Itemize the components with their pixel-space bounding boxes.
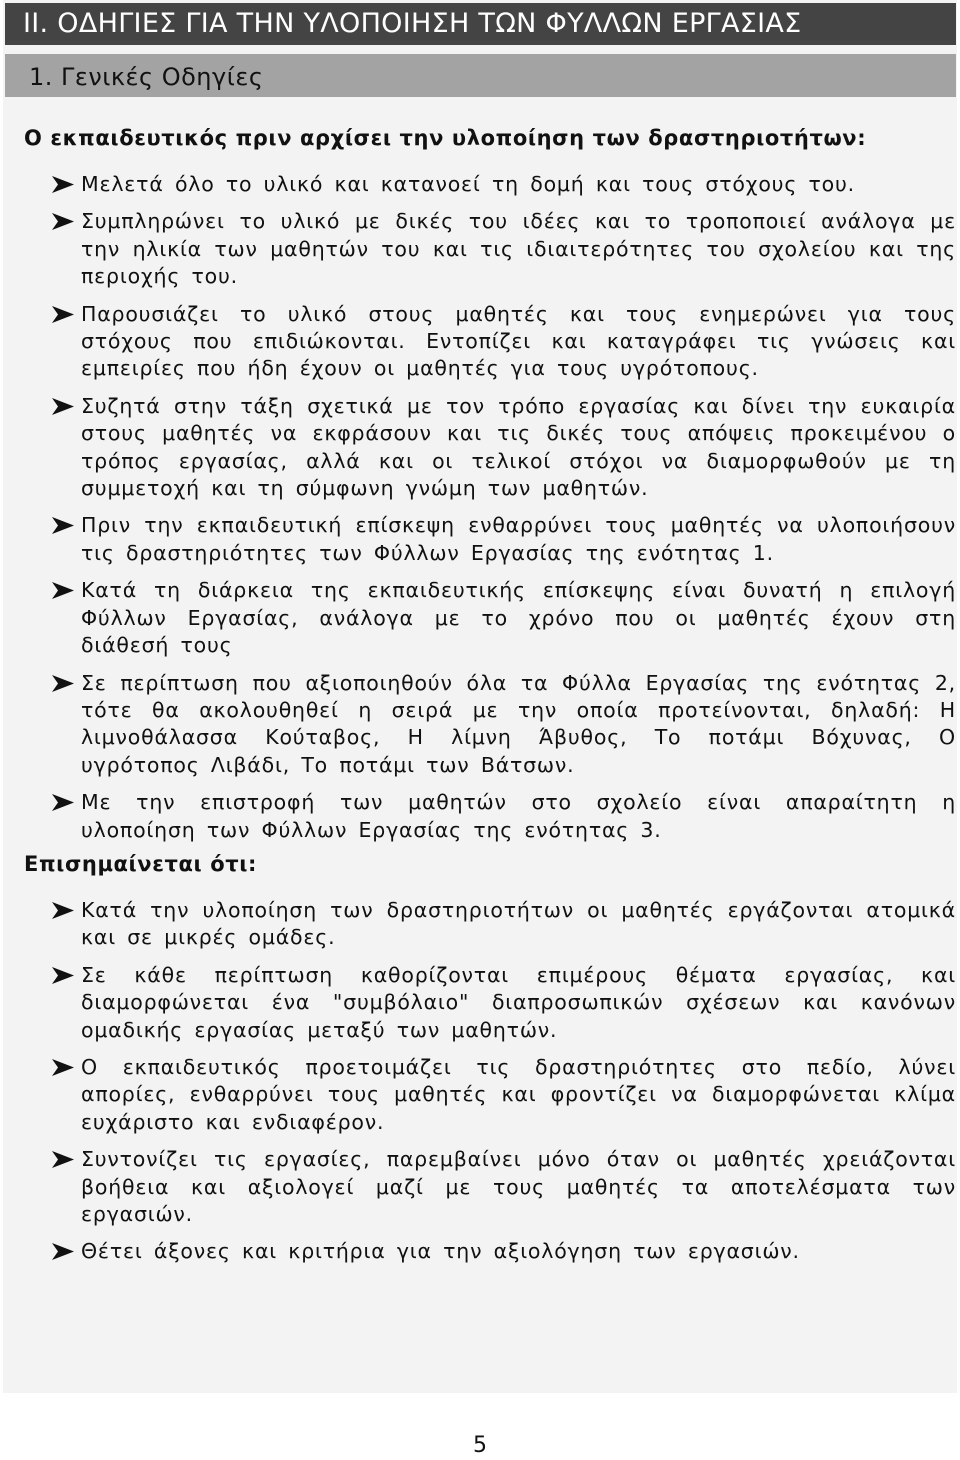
list-item [52,577,956,659]
list-item [52,208,956,290]
list-item-text: Συζητά στην τάξη σχετικά με τον τρόπο εργασίας και δίνει την ευκαιρία στους μαθητές να εκφράσουν και τις δικές τους απόψεις προκειμένου ο τρόπος εργασίας, αλλά και οι τελικοί στόχοι να διαμορφωθούν με τη συμμετοχή και τη σύμφωνη γνώμη των μαθητών. [81,393,956,501]
list-item-text: Σε κάθε περίπτωση καθορίζονται επιμέρους θέματα εργασίας, και διαμορφώνεται ένα "συμβόλαιο" διαπροσωπικών σχέσεων και κανόνων ομαδικής εργασίας μεταξύ των μαθητών. [81,962,956,1042]
arrowhead-icon [52,902,74,919]
block1-list [52,171,956,844]
section-heading: 1. Γενικές Οδηγίες [5,54,956,97]
list-item-text: Θέτει άξονες και κριτήρια για την αξιολόγηση των εργασιών. [81,1239,800,1264]
list-item [52,962,956,1044]
block1-heading: Ο εκπαιδευτικός πριν αρχίσει την υλοποίηση των δραστηριοτήτων: [24,126,867,150]
list-item-text: Ο εκπαιδευτικός προετοιμάζει τις δραστηριότητες στο πεδίο, λύνει απορίες, ενθαρρύνει τους μαθητές και φροντίζει να διαμορφώνεται κλίμα ευχάριστο και ενδιαφέρον. [81,1055,956,1134]
arrowhead-icon [52,517,74,534]
list-item-text: Συντονίζει τις εργασίες, παρεμβαίνει μόνο όταν οι μαθητές χρειάζονται βοήθεια και αξιολογεί μαζί με τους μαθητές τα αποτελέσματα των εργασιών. [81,1147,956,1227]
list-item [52,897,956,952]
list-item [52,670,956,780]
list-item [52,1238,956,1265]
list-item [52,301,956,383]
document-title: II. ΟΔΗΓΙΕΣ ΓΙΑ ΤΗΝ ΥΛΟΠΟΙΗΣΗ ΤΩΝ ΦΥΛΛΩΝ ΕΡΓΑΣΙΑΣ [5,3,956,45]
list-item-text: Πριν την εκπαιδευτική επίσκεψη ενθαρρύνει τους μαθητές να υλοποιήσουν τις δραστηριότητες των Φύλλων Εργασίας της ενότητας 1. [81,513,956,565]
list-item-text: Συμπληρώνει το υλικό με δικές του ιδέες και το τροποποιεί ανάλογα με την ηλικία των μαθητών του και τις ιδιαιτερότητες του σχολείου και της περιοχής του. [81,209,956,289]
arrowhead-icon [52,176,74,193]
arrowhead-icon [52,794,74,811]
list-item-text: Μελετά όλο το υλικό και κατανοεί τη δομή και τους στόχους του. [81,172,855,196]
list-item-text: Κατά την υλοποίηση των δραστηριοτήτων οι μαθητές εργάζονται ατομικά και σε μικρές ομάδες. [81,898,956,950]
block2-list [52,897,956,1266]
list-item-text: Παρουσιάζει το υλικό στους μαθητές και τους ενημερώνει για τους στόχους που επιδιώκονται. Εντοπίζει και καταγράφει τις γνώσεις και εμπειρίες που ήδη έχουν οι μαθητές για τους υγρότοπους. [81,301,956,381]
arrowhead-icon [52,675,74,692]
arrowhead-icon [52,306,74,323]
page-number: 5 [473,1433,487,1458]
arrowhead-icon [52,213,74,230]
list-item [52,393,956,503]
list-item-text: Κατά τη διάρκεια της εκπαιδευτικής επίσκεψης είναι δυνατή η επιλογή Φύλλων Εργασίας, ανάλογα με το χρόνο που οι μαθητές έχουν στη διάθεσή τους [81,578,956,658]
arrowhead-icon [52,398,74,415]
arrowhead-icon [52,582,74,599]
arrowhead-icon [52,1059,74,1076]
arrowhead-icon [52,967,74,984]
arrowhead-icon [52,1151,74,1168]
list-item [52,1146,956,1228]
arrowhead-icon [52,1243,74,1260]
list-item [52,1054,956,1136]
list-item [52,789,956,844]
list-item-text: Σε περίπτωση που αξιοποιηθούν όλα τα Φύλλα Εργασίας της ενότητας 2, τότε θα ακολουθηθεί η σειρά με την οποία προτείνονται, δηλαδή: Η λιμνοθάλασσα Κούταβος, Η λίμνη Άβυθος, Το ποτάμι Βόχυνας, Ο υγρότοπος Λιβάδι, Το ποτάμι των Βάτσων. [81,670,956,777]
list-item-text: Με την επιστροφή των μαθητών στο σχολείο είναι απαραίτητη η υλοποίηση των Φύλλων Εργασίας της ενότητας 3. [81,790,956,842]
list-item [52,171,956,198]
block2-heading: Επισημαίνεται ότι: [24,852,258,876]
list-item [52,512,956,567]
